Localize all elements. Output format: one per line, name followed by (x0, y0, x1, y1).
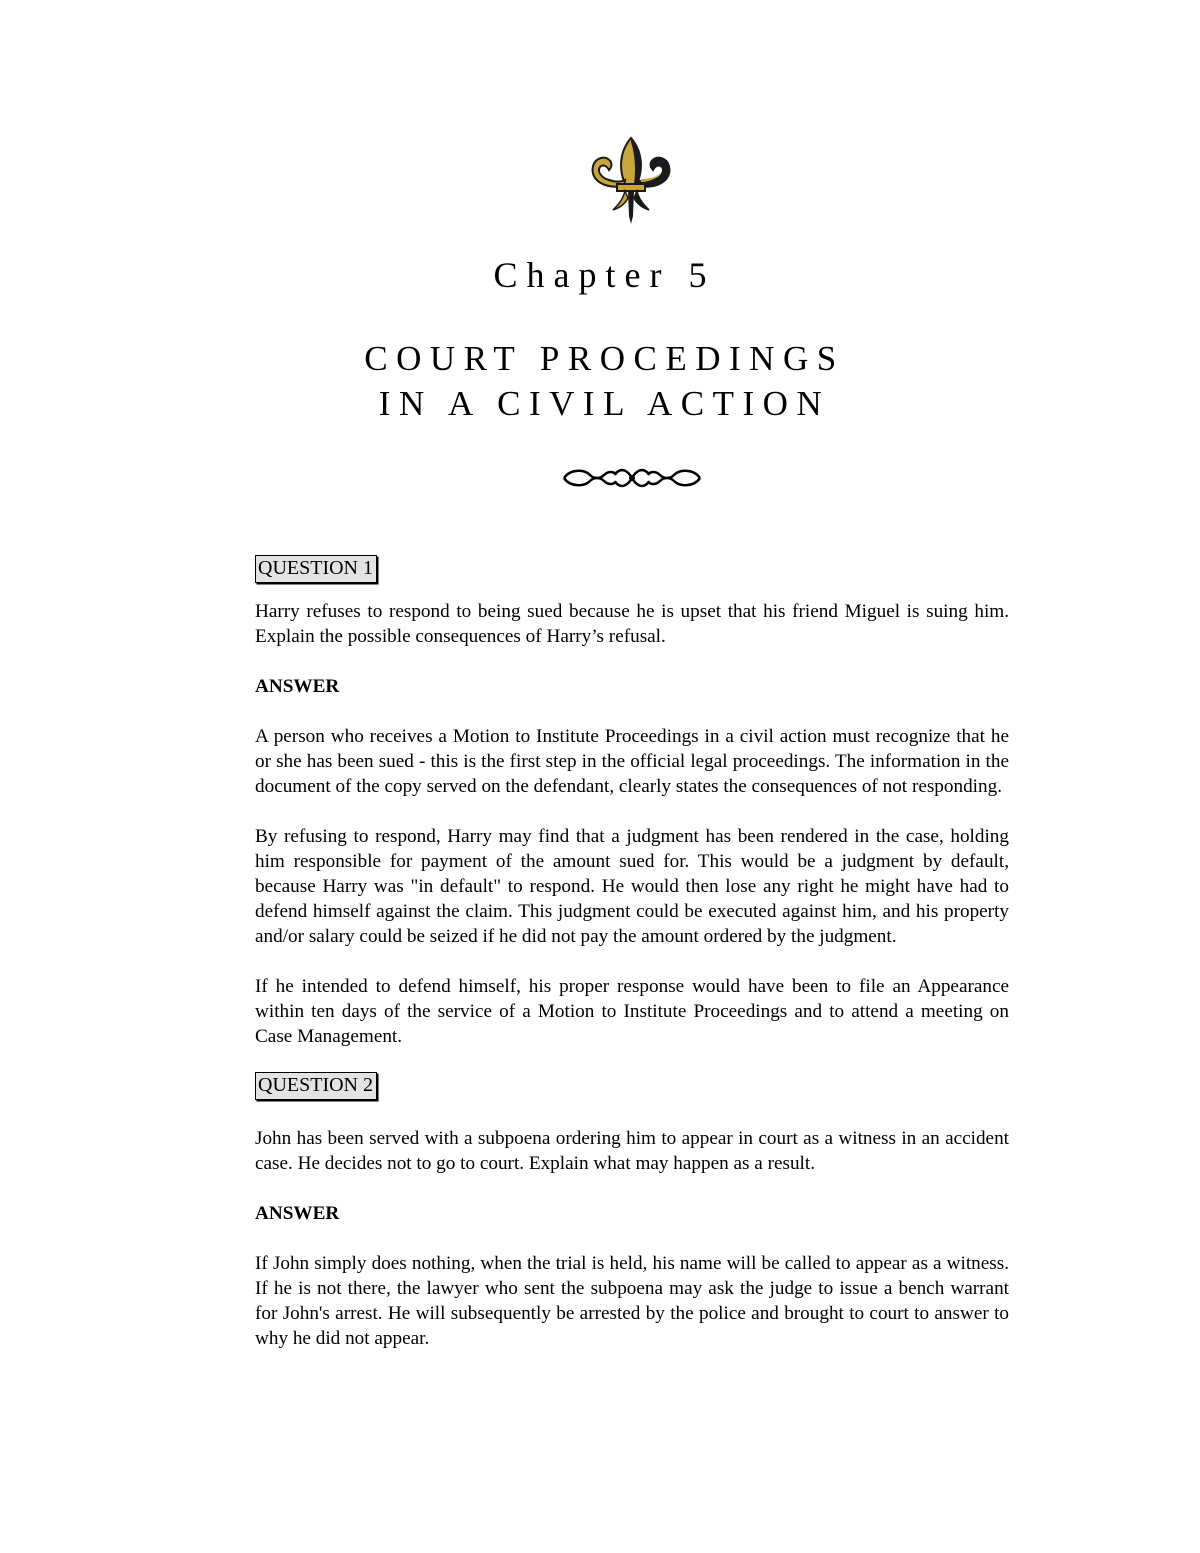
chapter-title: Chapter 5 (493, 255, 716, 295)
question-1-label: QUESTION 1 (255, 555, 377, 583)
question-2-text: John has been served with a subpoena ordering him to appear in court as a witness in an accident case. He decides not to go to court. Explain what may happen as a result. (255, 1128, 1009, 1174)
question-1-text: Harry refuses to respond to being sued because he is upset that his friend Miguel is suing him. Explain the possible consequences of Harry’s refusal. (255, 601, 1009, 647)
question-2-label: QUESTION 2 (255, 1072, 377, 1100)
answer-1-paragraph-3: If he intended to defend himself, his proper response would have been to file an Appearance within ten days of the service of a Motion to Institute Proceedings and to attend a meeting on Case Management. (255, 976, 1009, 1047)
ornamental-divider-icon (560, 463, 704, 493)
chapter-heading-line-2: IN A CIVIL ACTION (378, 384, 831, 423)
answer-2-label: ANSWER (255, 1203, 340, 1224)
question-2-block (255, 1072, 1009, 1351)
answer-1-paragraph-2: By refusing to respond, Harry may find that a judgment has been rendered in the case, holding him responsible for payment of the amount sued for. This would be a judgment by default, because Harry was "in default" to respond. He would then lose any right he might have had to defend himself against the claim. This judgment could be executed against him, and his property and/or salary could be seized if he did not pay the amount ordered by the judgment. (255, 826, 1009, 947)
answer-2-paragraph-1: If John simply does nothing, when the trial is held, his name will be called to appear as a witness. If he is not there, the lawyer who sent the subpoena may ask the judge to issue a bench warrant for John's arrest. He will subsequently be arrested by the police and brought to court to answer to why he did not appear. (255, 1253, 1009, 1349)
fleur-de-lis-icon (589, 136, 673, 228)
question-1-block (255, 555, 1009, 1049)
chapter-heading-line-1: COURT PROCEDINGS (364, 339, 845, 378)
answer-1-label: ANSWER (255, 676, 340, 697)
document-body (255, 555, 1009, 1351)
answer-1-paragraph-1: A person who receives a Motion to Institute Proceedings in a civil action must recognize that he or she has been sued - this is the first step in the official legal proceedings. The information in the document of the copy served on the defendant, clearly states the consequences of not responding. (255, 726, 1009, 797)
